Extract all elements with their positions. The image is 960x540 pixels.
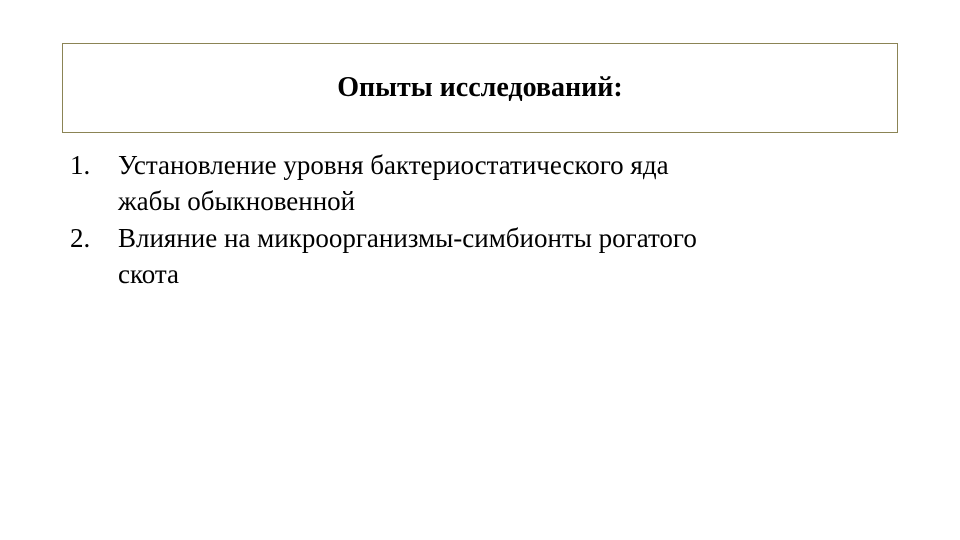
page-title: Опыты исследований:: [337, 72, 623, 104]
list-item-label: Влияние на микроорганизмы-симбионты рогатого скота: [118, 223, 697, 289]
list-item: [62, 221, 762, 292]
list-item-label: Установление уровня бактериостатического яда жабы обыкновенной: [118, 150, 669, 216]
list-item: [62, 148, 762, 219]
content-list: [62, 148, 762, 295]
list-item-marker: 2.: [70, 223, 91, 254]
list-item-marker: 1.: [70, 150, 91, 180]
title-box: [62, 43, 898, 133]
